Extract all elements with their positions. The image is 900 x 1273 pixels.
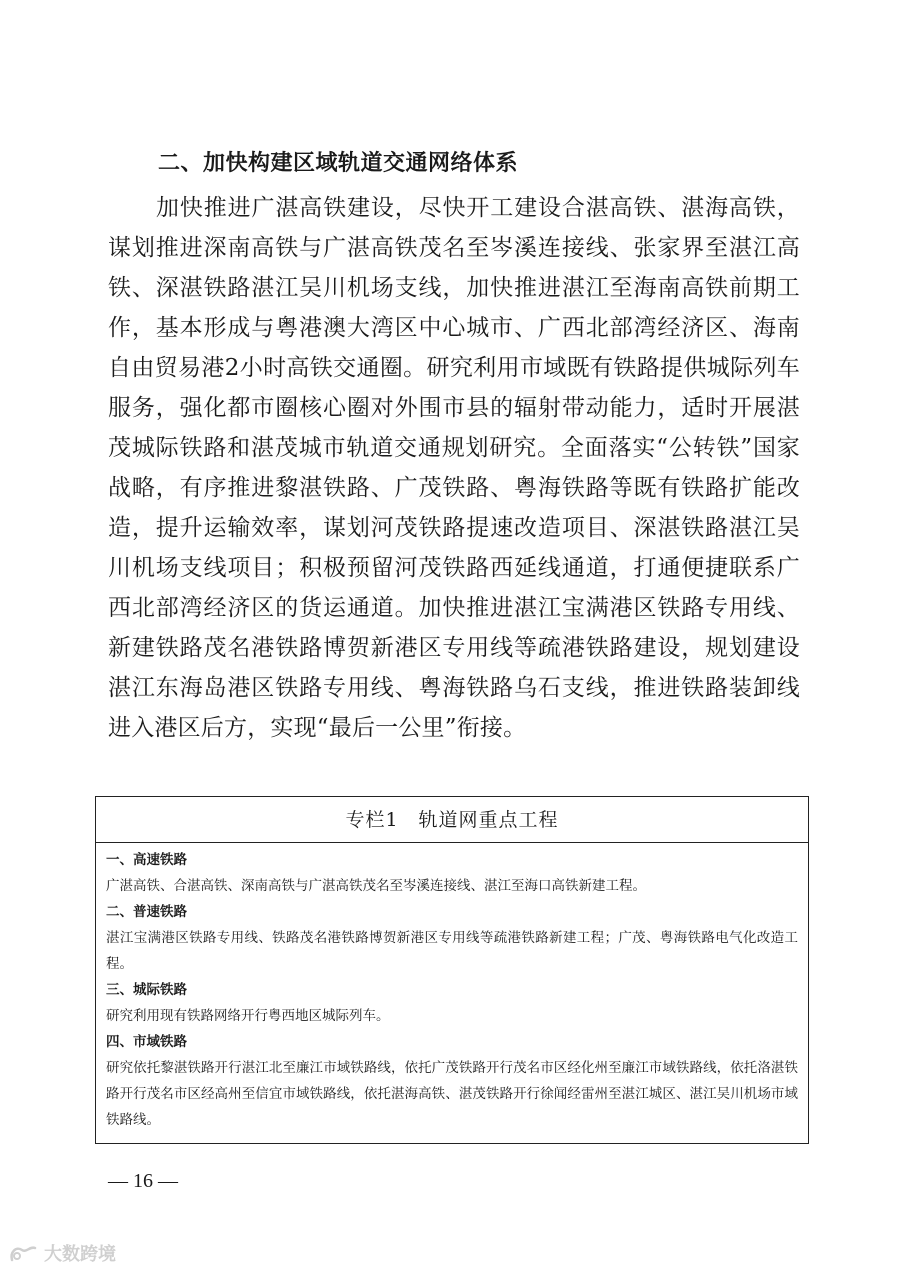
box-section-text: 湛江宝满港区铁路专用线、铁路茂名港铁路博贺新港区专用线等疏港铁路新建工程；广茂、粤海铁路电气化改造工程。 [106,930,798,972]
watermark-text: 大数跨境 [44,1244,116,1265]
watermark-logo-icon [8,1242,38,1264]
body-paragraph: 加快推进广湛高铁建设，尽快开工建设合湛高铁、湛海高铁，谋划推进深南高铁与广湛高铁茂名至岑溪连接线、张家界至湛江高铁、深湛铁路湛江吴川机场支线，加快推进湛江至海南高铁前期工作，基本形成与粤港澳大湾区中心城市、广西北部湾经济区、海南自由贸易港2小时高铁交通圈。研究利用市域既有铁路提供城际列车服务，强化都市圈核心圈对外围市县的辐射带动能力，适时开展湛茂城际铁路和湛茂城市轨道交通规划研究。全面落实“公转铁”国家战略，有序推进黎湛铁路、广茂铁路、粤海铁路等既有铁路扩能改造，提升运输效率，谋划河茂铁路提速改造项目、深湛铁路湛江吴川机场支线项目；积极预留河茂铁路西延线通道，打通便捷联系广西北部湾经济区的货运通道。加快推进湛江宝满港区铁路专用线、新建铁路茂名港铁路博贺新港区专用线等疏港铁路建设，规划建设湛江东海岛港区铁路专用线、粤海铁路乌石支线，推进铁路装卸线进入港区后方，实现“最后一公里”衔接。 [108,195,800,741]
box-section-text: 广湛高铁、合湛高铁、深南高铁与广湛高铁茂名至岑溪连接线、湛江至海口高铁新建工程。 [106,878,646,894]
box-section-text: 研究依托黎湛铁路开行湛江北至廉江市域铁路线，依托广茂铁路开行茂名市区经化州至廉江市域铁路线，依托洛湛铁路开行茂名市区经高州至信宜市域铁路线，依托湛海高铁、湛茂铁路开行徐闻经雷州至湛江城区、湛江吴川机场市域铁路线。 [106,1060,798,1128]
box-section [106,1029,798,1133]
box-title: 专栏1 轨道网重点工程 [96,797,808,843]
box-section-title: 三、城际铁路 [106,982,187,998]
box-section-title: 四、市域铁路 [106,1034,187,1050]
box-section [106,847,798,899]
box-section [106,977,798,1029]
section-heading: 二、加快构建区域轨道交通网络体系 [158,151,519,176]
box-body [96,843,808,1133]
box-section [106,899,798,977]
box-section-title: 一、高速铁路 [106,852,187,868]
feature-box [95,796,809,1144]
box-section-text: 研究利用现有铁路网络开行粤西地区城际列车。 [106,1008,390,1024]
page-number: — 16 — [108,1170,178,1192]
box-section-title: 二、普速铁路 [106,904,187,920]
watermark [8,1240,116,1266]
